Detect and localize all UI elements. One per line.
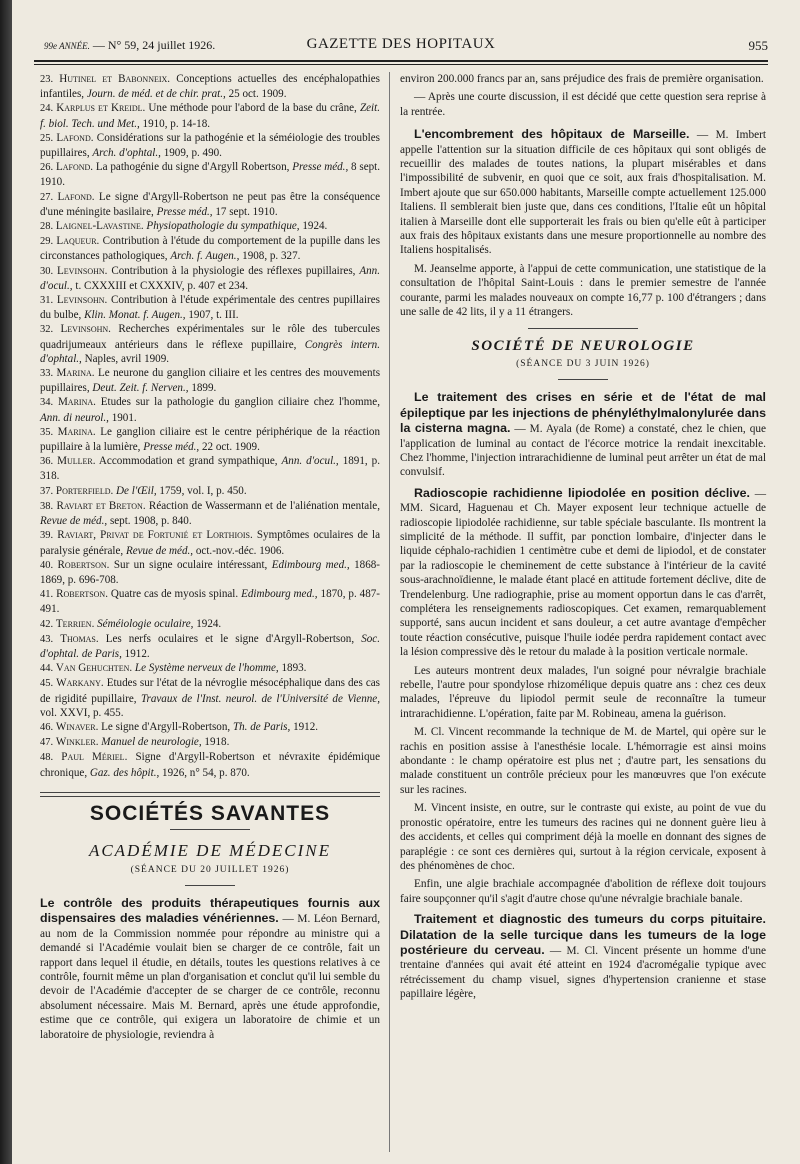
article-body: — M. Léon Bernard, au nom de la Commission nommée pour répondre au ministre qui a demandé si l'Académie voulait bien se charger de ce contrôle, fait un rapport dans lequel il étudie, en détails, toutes les questions relatives à ce contrôle, fournit même un plan d'organisation et conclut qu'il lui semble du devoir de l'Académie d'accepter de se charger de ce contrôle, reconnu absolument nécessaire. Mais M. Bernard, après une étude approfondie, estime que ce contrôle, qui exigera un laboratoire de chimie et un laboratoire de physiologie, reviendra à (40, 913, 381, 1041)
reference-item (40, 720, 380, 735)
reference-details: 1909, p. 490. (163, 147, 222, 160)
reference-item (40, 735, 380, 750)
neurologie-title: SOCIÉTÉ DE NEUROLOGIE (471, 337, 695, 354)
reference-title: Contribution à l'étude du comportement de la pupille dans les circonstances pathologiques, (40, 235, 381, 263)
article-radioscopie (400, 486, 766, 660)
reference-source: Manuel de neurologie, (101, 736, 202, 749)
reference-item (40, 617, 380, 632)
reference-author: Robertson. (56, 588, 108, 601)
reference-details: 1901. (111, 411, 137, 424)
reference-source: Zeit. f. biol. Tech. und Met., (40, 102, 380, 130)
article-tumeurs (400, 912, 766, 1001)
article-body: — M. Cl. Vincent présente un homme d'une trentaine d'années qui avait été atteint en 1924 d'acromégalie typique avec rétrécissement du champ visuel, signes d'hypertension cranienne et stase papillaire légère, (400, 944, 767, 1001)
section-rule (528, 328, 638, 329)
reference-details: oct.-nov.-déc. 1906. (195, 544, 285, 557)
reference-author: Winkler. (55, 736, 99, 749)
reference-item (40, 425, 380, 454)
article-controle (40, 896, 380, 1042)
reference-number: 24. (40, 103, 54, 115)
reference-author: Levinsohn. (56, 294, 108, 307)
book-binding-edge (0, 0, 12, 1164)
article-crises (400, 390, 766, 479)
reference-author: Thomas. (60, 632, 99, 645)
radioscopie-paragraph-4: M. Vincent insiste, en outre, sur le contraste qui existe, au point de vue du pronostic opératoire, entre les tumeurs des racines qui ne donnent guère lieu à des accidents, et celles qui compriment déjà la moelle en donnant des signes de paraplégie : ce sont ces dernières qui, surtout à la région cervicale, exposent à des phénomènes de choc. (400, 802, 766, 872)
reference-number: 42. (40, 618, 54, 630)
reference-source: Soc. d'ophtal. de Paris, (40, 632, 380, 660)
article-heading: Le traitement des crises en série et de l'état de mal épileptique par les injections de phényléthylmalonylurée dans la cisterna magna. (400, 390, 766, 436)
reference-number: 28. (40, 221, 54, 233)
reference-title: Conceptions actuelles des encéphalopathies infantiles, (40, 73, 380, 101)
reference-number: 27. (40, 191, 54, 203)
reference-item (40, 322, 380, 366)
journal-title: GAZETTE DES HOPITAUX (306, 36, 496, 52)
reference-details: 1868-1869, p. 696-708. (40, 558, 380, 586)
reference-details: sept. 1908, p. 840. (109, 515, 192, 528)
reference-author: Van Gehuchten. (55, 662, 133, 675)
reference-author: Marina. (57, 425, 96, 438)
reference-title: Le signe d'Argyll-Robertson ne peut pas être la conséquence d'une méningite basilaire, (40, 190, 380, 218)
reference-item (40, 676, 380, 720)
reference-number: 48. (40, 752, 54, 764)
header-year: 99e ANNÉE. (44, 41, 90, 51)
reference-source: Arch. d'ophtal., (92, 147, 161, 160)
reference-source: Th. de Paris, (232, 720, 291, 733)
reference-source: Revue de méd., (125, 544, 194, 557)
reference-source: Séméiologie oculaire, (97, 617, 194, 630)
reference-title: Symptômes oculaires de la paralysie générale, (40, 529, 380, 557)
reference-author: Terrien. (55, 617, 95, 630)
reference-details: 1870, p. 487-491. (40, 588, 380, 616)
reference-number: 29. (40, 236, 54, 248)
reference-title: Contribution à la physiologie des réflexes pupillaires, (111, 264, 356, 277)
reference-source: Presse méd., (292, 161, 349, 174)
reference-title: Considérations sur la pathogénie et la séméiologie des troubles pupillaires, (40, 131, 380, 160)
reference-author: Marina. (56, 367, 95, 380)
reference-details: 1924. (196, 617, 222, 630)
reference-author: Hutinel et Babonneix. (59, 73, 171, 85)
reference-number: 30. (40, 265, 54, 277)
reference-source: Physiopathologie du sympathique, (146, 220, 300, 233)
header-rule-thin (34, 64, 768, 65)
reference-number: 39. (40, 530, 54, 542)
reference-item (40, 395, 380, 424)
reference-details: 1926, n° 54, p. 870. (162, 766, 250, 779)
reference-source: Revue de méd., (40, 515, 108, 528)
reference-author: Paul Mériel. (61, 751, 128, 764)
reference-item (40, 219, 380, 234)
reference-author: Lafond. (55, 161, 94, 174)
reference-item (40, 661, 380, 676)
reference-number: 36. (40, 456, 54, 468)
reference-title: Réaction de Wassermann et de l'aliénation mentale, (148, 499, 381, 512)
reference-title: Contribution à l'étude expérimentale des centres pupillaires du bulbe, (40, 294, 380, 322)
reference-source: De l'Œil, (116, 484, 157, 497)
page-header (34, 34, 768, 56)
reference-author: Muller. (57, 455, 96, 468)
reference-title: Etudes sur la pathologie du ganglion ciliaire chez l'homme, (100, 396, 380, 409)
reference-item (40, 72, 380, 101)
reference-number: 25. (40, 132, 54, 144)
reference-source: Le Système nerveux de l'homme, (134, 662, 279, 675)
reference-number: 46. (40, 721, 54, 733)
reference-details: 1908, p. 327. (242, 250, 301, 263)
article-heading: Traitement et diagnostic des tumeurs du corps pituitaire. Dilatation de la selle turcique dans les tumeurs de la loge postérieure du cerveau. (400, 912, 766, 957)
reference-source: Edimbourg med., (241, 588, 318, 601)
article-body: — MM. Sicard, Haguenau et Ch. Mayer exposent leur technique actuelle de radioscopie lipiodolée rachidienne, sur table spéciale basculante. Ils montrent la simplicité de la méthode. Il suffit, par ponction lombaire, d'injecter dans le liquide céphalo-rachidien 1 centimètre cube et demi de lipiodol, et de constater par la radioscopie le cheminement de cette substance à l'intérieur de la cavité sous-arachnoïdienne, le malade étant placé en attitude fortement déclive, dite de Trendelenburg. Une radiographie, prise au moment opportun dans le cas d'arrêt, complétera les renseignements radioscopiques. Cet examen, remarquablement supporté, sans aucun incident et sans douleur, a cet autre avantage d'empêcher toute réaction consécutive, puisque l'huile iodée perdra rapidement contact avec la lésion compressive dès le retour du malade à la position verticale normale. (400, 487, 766, 659)
reference-title: Recherches expérimentales sur le rôle des tubercules quadrijumeaux antérieurs dans le réflexe pupillaire, (40, 323, 380, 351)
reference-source: Arch. f. Augen., (170, 250, 240, 263)
reference-item (40, 587, 380, 616)
reference-details: 1893. (281, 662, 307, 675)
reference-title: Quatre cas de myosis spinal. (110, 588, 239, 601)
reference-item (40, 131, 380, 160)
reference-number: 43. (40, 633, 54, 645)
reference-author: Marina. (57, 396, 96, 409)
societes-savantes-title: SOCIÉTÉS SAVANTES (89, 801, 331, 825)
article-heading: L'encombrement des hôpitaux de Marseille. (414, 127, 690, 142)
article-body: — M. Ayala (de Rome) a constaté, chez le chien, que l'application de luminal au contact de l'écorce motrice la rendait inexcitable. Chez l'homme, l'injection intrarachidienne de luminal peut arrêter un état de mal convulsif. (400, 423, 767, 479)
continued-text: environ 200.000 francs par an, sans préjudice des frais de première organisation. (400, 73, 764, 85)
radioscopie-paragraph-5: Enfin, une algie brachiale accompagnée d'abolition de réflexe doit toujours faire soupçonner qu'il s'agit d'autre chose qu'une névralgie brachiale banale. (400, 878, 766, 905)
radioscopie-paragraph-3: M. Cl. Vincent recommande la technique de M. de Martel, qui opère sur le rachis en position assise à l'anesthésie locale. L'hémorragie est ainsi moins abondante : le champ opératoire est plus net ; d'autre part, les sensations du malade constituent un contrôle précieux pour les manœuvres que l'on exécute sur les racines. (400, 726, 766, 796)
reference-source: Edimbourg med., (271, 558, 350, 571)
header-issue-date: — N° 59, 24 juillet 1926. (92, 38, 216, 52)
reference-details: 1912. (293, 720, 319, 733)
reference-details: Naples, avril 1909. (84, 352, 170, 365)
reference-title: Une méthode pour l'abord de la base du crâne, (148, 102, 357, 115)
reference-item (40, 484, 380, 499)
reference-title: La pathogénie du signe d'Argyll Robertson, (95, 161, 290, 174)
reference-author: Robertson. (57, 558, 110, 571)
article-marseille (400, 127, 766, 258)
reference-number: 33. (40, 368, 54, 380)
reference-author: Raviart, Privat de Fortunié et Lorthiois. (57, 529, 253, 542)
reference-title: Les nerfs oculaires et le signe d'Argyll-Robertson, (105, 632, 355, 645)
reference-details: t. CXXXIII et CXXXIV, p. 407 et 234. (75, 279, 249, 292)
reference-author: Raviart et Breton. (56, 499, 146, 512)
reference-author: Levinsohn. (57, 264, 108, 277)
reference-item (40, 234, 380, 263)
reference-author: Laqueur. (56, 235, 100, 248)
reference-details: 25 oct. 1909. (228, 88, 287, 101)
reference-title: Sur un signe oculaire intéressant, (113, 558, 268, 571)
jeanselme-paragraph: M. Jeanselme apporte, à l'appui de cette communication, une statistique de la consultation de l'hôpital Saint-Louis : dans le premier semestre de l'année courante, parmi les malades nouveaux on compte 16,77 p. 100 d'étrangers ; dans une salle de 42 lits, il y a 11 étrangers. (400, 262, 766, 319)
reference-source: Ann. d'ocul., (40, 264, 380, 292)
reference-author: Winaver. (55, 720, 99, 733)
radioscopie-paragraph-2: Les auteurs montrent deux malades, l'un soigné pour névralgie brachiale rebelle, l'autre pour spondylose rhizomélique depuis quatre ans : chez ces deux malades, l'épreuve du lipiodol permit seule de reconnaître la tumeur intrarachidienne. L'opération, faite par M. Robineau, amena la guérison. (400, 664, 766, 720)
reference-author: Warkany. (56, 677, 104, 690)
reference-author: Lafond. (57, 190, 95, 203)
seance-rule (558, 379, 608, 380)
reference-details: 22 oct. 1909. (201, 441, 260, 454)
academie-title: ACADÉMIE DE MÉDECINE (88, 841, 332, 861)
reference-title: Signe d'Argyll-Robertson et névraxite épidémique chronique, (40, 751, 380, 779)
reference-source: Klin. Monat. f. Augen., (84, 309, 186, 322)
discussion-note: — Après une courte discussion, il est décidé que cette question sera reprise à la rentrée. (400, 91, 766, 118)
reference-source: Ann. d'ocul., (281, 455, 339, 468)
article-heading: Le contrôle des produits thérapeutiques fournis aux dispensaires des maladies vénériennes. (40, 895, 380, 926)
reference-item (40, 499, 380, 528)
reference-number: 34. (40, 397, 54, 409)
reference-title: Le ganglion ciliaire est le centre périphérique de la réaction pupillaire à la lumière, (40, 425, 381, 454)
reference-title: Accommodation et grand sympathique, (98, 455, 278, 468)
reference-title: Etudes sur l'état de la névroglie mésocéphalique dans des cas de rigidité pupillaire, (40, 677, 380, 705)
page-number: 955 (748, 38, 768, 53)
reference-item (40, 632, 380, 661)
reference-source: Congrès intern. d'ophtal., (40, 338, 380, 365)
reference-details: 1918. (204, 736, 230, 749)
reference-author: Porterfield. (55, 484, 114, 497)
reference-number: 32. (40, 324, 54, 336)
reference-source: Ann. di neurol., (40, 411, 109, 424)
right-column (400, 72, 766, 1006)
reference-number: 41. (40, 589, 54, 601)
reference-number: 44. (40, 663, 54, 675)
reference-source: Gaz. des hôpit., (89, 766, 160, 779)
reference-number: 47. (40, 737, 54, 749)
title-rule (170, 829, 250, 830)
reference-author: Levinsohn. (60, 323, 111, 336)
reference-source: Deut. Zeit. f. Nerven., (92, 382, 189, 395)
reference-number: 38. (40, 500, 54, 512)
reference-details: 17 sept. 1910. (215, 205, 278, 218)
reference-item (40, 750, 380, 779)
reference-item (40, 293, 380, 322)
left-column (40, 72, 380, 1046)
reference-source: Presse méd., (143, 441, 200, 454)
reference-number: 37. (40, 485, 54, 497)
reference-source: Travaux de l'Inst. neurol. de l'Université de Vienne, (140, 692, 380, 705)
reference-item (40, 366, 380, 395)
reference-item (40, 190, 380, 219)
reference-details: 1912. (124, 647, 150, 660)
seance-rule (185, 885, 235, 886)
reference-item (40, 558, 380, 587)
reference-details: 1910, p. 14-18. (142, 117, 211, 130)
reference-item (40, 454, 380, 483)
academie-seance: (SÉANCE DU 20 JUILLET 1926) (130, 864, 290, 875)
reference-details: 8 sept. 1910. (40, 161, 381, 189)
reference-number: 26. (40, 162, 54, 174)
reference-details: 1759, vol. I, p. 450. (159, 484, 247, 497)
reference-item (40, 160, 380, 189)
reference-details: 1907, t. III. (188, 309, 239, 322)
reference-author: Karplus et Kreidl. (56, 102, 146, 115)
reference-source: Journ. de méd. et de chir. prat., (86, 88, 226, 101)
reference-number: 35. (40, 426, 54, 438)
column-divider (389, 72, 390, 1152)
reference-title: Le signe d'Argyll-Robertson, (101, 720, 231, 733)
reference-number: 45. (40, 678, 54, 690)
reference-author: Laignel-Lavastine. (55, 220, 144, 233)
reference-item (40, 264, 380, 293)
newspaper-page (12, 0, 800, 1164)
reference-number: 40. (40, 559, 54, 571)
reference-details: vol. XXVI, p. 455. (40, 706, 124, 719)
reference-item (40, 101, 380, 130)
reference-item (40, 528, 380, 557)
reference-details: 1891, p. 318. (40, 455, 380, 483)
reference-details: 1924. (302, 220, 328, 233)
reference-number: 23. (40, 74, 54, 85)
reference-title: Le neurone du ganglion ciliaire et les centres des mouvements pupillaires, (40, 367, 381, 395)
reference-list (40, 72, 380, 780)
article-body: — M. Imbert appelle l'attention sur la situation difficile de ces hôpitaux qui sont obligés de recueillir des malades de toutes nations, la plupart misérables et dans l'impossibilité de subvenir, en quoi que ce soit, aux frais d'hospitalisation. M. Imbert ajoute que sur 650.000 habitants, Marseille compte actuellement 125.000 Italiens. Il semblerait bien juste que, dans ces conditions, l'Italie eût un hôpital italien à Marseille dont elle supporterait les frais ou bien qu'elle eût à participer aux frais des hôpitaux existants dans une mesure proportionnelle au nombre des Italiens hospitalisés. (400, 129, 767, 257)
section-divider (40, 792, 380, 797)
reference-author: Lafond. (56, 131, 94, 144)
reference-source: Presse méd., (156, 205, 213, 218)
reference-details: 1899. (191, 382, 217, 395)
article-heading: Radioscopie rachidienne lipiodolée en position déclive. (414, 485, 750, 500)
header-rule (34, 60, 768, 62)
neurologie-seance: (SÉANCE DU 3 JUIN 1926) (516, 358, 650, 369)
reference-number: 31. (40, 295, 54, 307)
